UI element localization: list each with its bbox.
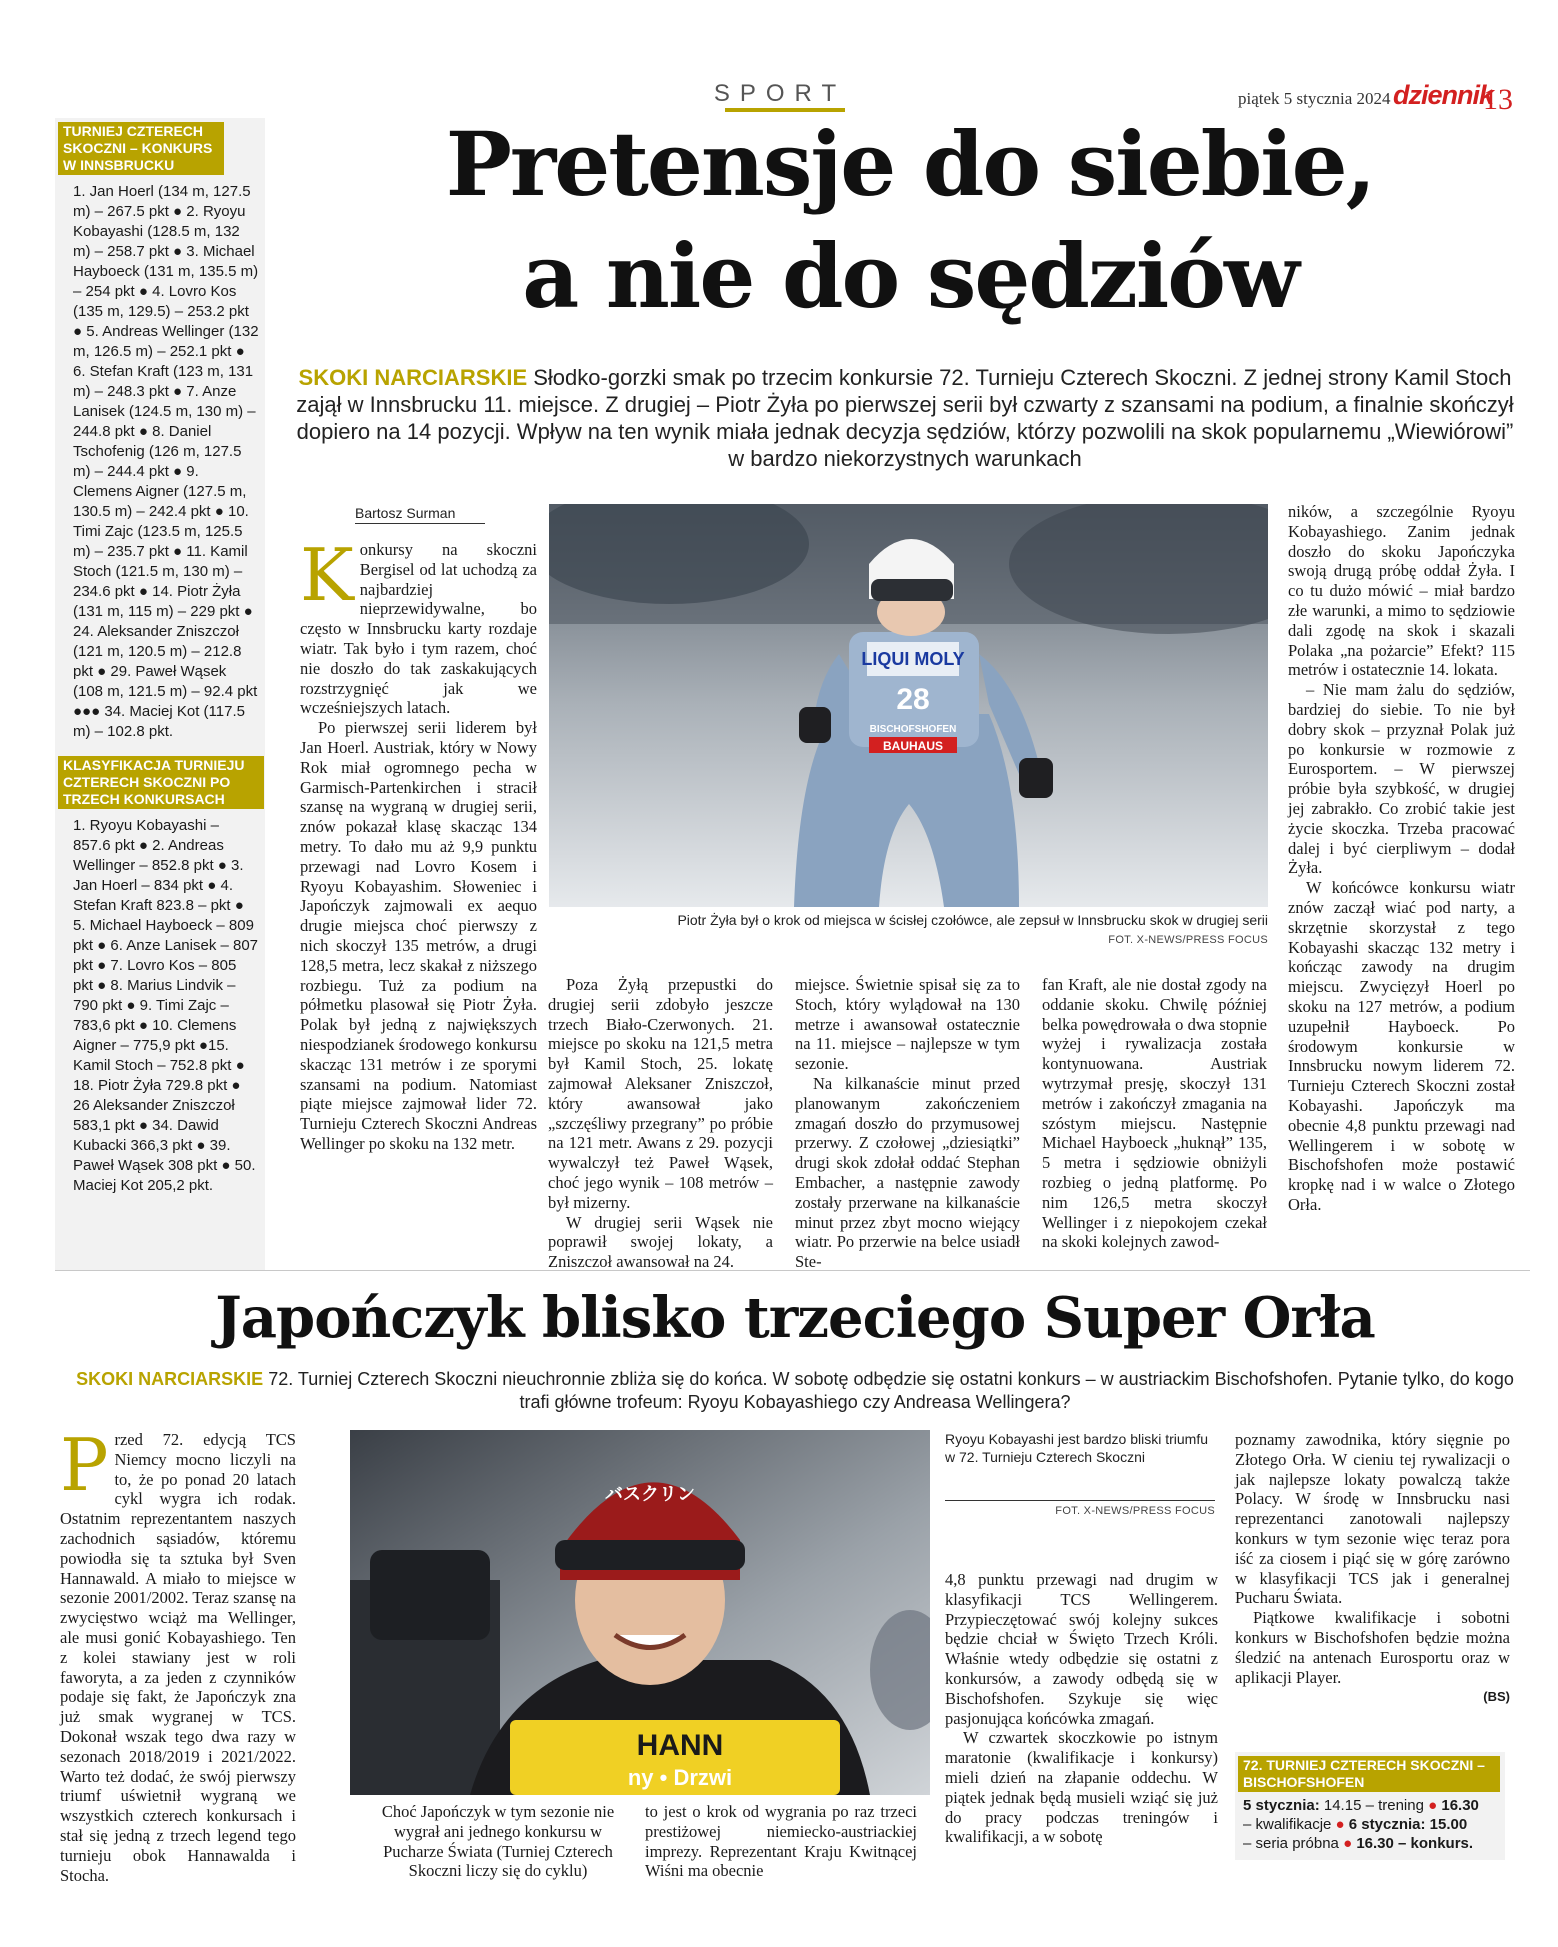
photo-ryoyu-kobayashi [350, 1430, 930, 1795]
headline-main [300, 108, 1520, 332]
schedule-title: 72. TURNIEJ CZTERECH SKOCZNI – BISCHOFSHOFEN [1238, 1756, 1500, 1792]
dropcap-2: P [60, 1423, 109, 1507]
newspaper-logo: dziennik [1393, 80, 1494, 110]
helmet-text: バスクリン [605, 1484, 695, 1505]
bullet-icon: ● [1428, 1797, 1438, 1814]
lead-text-2: 72. Turniej Czterech Skoczni nieuchronnie zbliża się do końca. W sobotę odbędzie się ostatni konkurs – w austriackim Bischofshofen. Pytanie tylko, do kogo trafi główne trofeum: Ryoyu Kobayashiego czy Andreasa Wellingera? [268, 1369, 1514, 1412]
photo-credit: FOT. X-NEWS/PRESS FOCUS [1108, 934, 1268, 946]
section-label: SPORT [713, 80, 847, 107]
sidebar-box1-text: 1. Jan Hoerl (134 m, 127.5 m) – 267.5 pkt ● 2. Ryoyu Kobayashi (128.5 m, 132 m) – 258.7 pkt ● 3. Michael Hayboeck (131 m, 135.5 m) – 254 pkt ● 4. Lovro Kos (135 m, 129.5) – 253.2 pkt ● 5. Andreas Wellinger (132 m, 126.5 m) – 252.1 pkt ● 6. Stefan Kraft (123 m, 131 m) – 248.3 pkt ● 7. Anze Lanisek (124.5 m, 130 m) – 244.8 pkt ● 8. Daniel Tschofenig (126 m, 127.5 m) – 244.4 pkt ● 9. Clemens Aigner (127.5 m, 130.5 m) – 242.4 pkt ● 10. Timi Zajc (123.5 m, 125.5 m) – 235.7 pkt ● 11. Kamil Stoch (121.5 m, 130 m) – 234.6 pkt ● 14. Piotr Żyła (131 m, 115 m) – 229 pkt ● 24. Aleksander Zniszczoł (121 m, 120.5 m) – 212.8 pkt ● 29. Paweł Wąsek (108 m, 121.5 m) – 92.4 pkt ●●● 34. Maciej Kot (117.5 m) – 102.8 pkt. [73, 183, 259, 740]
article2-column-4 [1235, 1430, 1510, 1707]
paragraph: miejsce. Świetnie spisał się za to Stoch, który wylądował na 130 metrze i awansował ostatecznie na 11. miejsce – najlepsze w tym sezonie. [795, 975, 1020, 1074]
signature: (BS) [1483, 1689, 1510, 1705]
lead-paragraph-2 [60, 1368, 1530, 1414]
schedule-item: 14.15 – trening [1323, 1797, 1424, 1814]
sidebar-box2-title: KLASYFIKACJA TURNIEJU CZTERECH SKOCZNI PO TRZECH KONKURSACH [58, 756, 264, 809]
photo-credit-2: FOT. X-NEWS/PRESS FOCUS [945, 1500, 1215, 1517]
section-divider [55, 1270, 1530, 1271]
article1-column-1 [300, 533, 537, 1154]
headline-line-1: Pretensje do siebie, [445, 112, 1375, 216]
paragraph: fan Kraft, ale nie dostał zgody na oddanie skoku. Chwilę później belka powędrowała o dwa stopnie wyżej i rywalizacja została kontynuowana. Austriak wytrzymał presję, skoczył 131 metrów i zakończył zmagania na szóstym miejscu. Następnie Michael Hayboeck „huknął” 135, 5 metra i sędziowie obniżyli rozbieg o jedną platformę. Po nim 126,5 metra skoczył Wellinger i z niepokojem czekał na skoki kolejnych zawod- [1042, 975, 1267, 1252]
schedule-item: – kwalifikacje [1243, 1816, 1332, 1833]
photo-piotr-zyla [549, 504, 1268, 907]
photo-caption-2: Ryoyu Kobayashi jest bardzo bliski triumfu w 72. Turnieju Czterech Skoczni [945, 1431, 1209, 1465]
paragraph: Po pierwszej serii liderem był Jan Hoerl. Austriak, który w Nowy Rok miał ogromnego pecha w Garmisch-Partenkirchen i stracił szansę na wygraną w drugiej serii, znów pokazał klasę skacząc 134 metry. To dało mu aż 9,9 punktu przewagi nad Lovro Kosem i Ryoyu Kobayashim. Słoweniec i Japończyk zajmowali ex aequo drugie miejsca choć pierwszy z nich skoczył 135 metrów, a drugi 128,5 metra, lecz skakał z niższego rozbiegu. Tuż za podium na półmetku plasował się Piotr Żyła. Polak był jedną z największych niespodzianek środowego konkursu skacząc 131 metrów i ze sporymi szansami na podium. Natomiast piąte miejsce zajmował lider 72. Turnieju Czterech Skoczni Andreas Wellinger po skoku na 132 metr. [300, 718, 537, 1153]
schedule-date-2: 6 stycznia: [1348, 1816, 1426, 1833]
ski-jumper-portrait-photo [350, 1430, 930, 1795]
lead-text: Słodko-gorzki smak po trzecim konkursie 72. Turnieju Czterech Skoczni. Z jednej strony Kamil Stoch zajął w Innsbrucku 11. miejsce. Z drugiej – Piotr Żyła po pierwszej serii był czwarty z szansami na podium, a finalnie skończył dopiero na 14 pozycji. Wpływ na ten wynik miała jednak decyzja sędziów, którzy pozwolili na skok popularnemu „Wiewiórowi” w bardzo niekorzystnych warunkach [296, 365, 1514, 471]
article1-column-4 [1042, 975, 1267, 1252]
results-sidebar [55, 118, 265, 1270]
article2-column-1 [60, 1423, 296, 1885]
schedule-time: 16.30 [1441, 1797, 1479, 1814]
bib-place: BISCHOFSHOFEN [869, 724, 957, 735]
paragraph: Poza Żyłą przepustki do drugiej serii zdobyło jeszcze trzech Biało-Czerwonych. 21. miejsce po skoku na 121,5 metra był Kamil Stoch, 25. lokatę zajmował Aleksaner Zniszczoł, który awansował jako „szczęśliwy przegrany” po próbie na 121 metr. Awans z 29. pozycji wywalczył też Paweł Wąsek, choć jego wynik – 108 metrów – był mizerny. [548, 975, 773, 1212]
schedule-item: – seria próbna [1243, 1835, 1339, 1852]
paragraph: rzed 72. edycją TCS Niemcy mocno liczyli na to, że po ponad 20 latach cykl wygra ich rodak. Ostatnim reprezentantem naszych zachodnich sąsiadów, któremu powiodła się ta sztuka był Sven Hannawald. A miało to miejsce w sezonie 2001/2002. Teraz szansę na zwycięstwo wciąż ma Wellinger, ale musi gonić Kobayashiego. Ten z kolei stawiany jest w roli faworyta, a za jeden z czynników podaje się fakt, że Japończyk zna już smak wygranej w TCS. Dokonał wszak tego dwa razy w sezonach 2018/2019 i 2021/2022. Warto też dodać, że swój pierwszy triumf uświetnił wygraną we wszystkich czterech konkursach i stał się jedną z trzech legend tego turnieju obok Hannawalda i Stocha. [60, 1430, 296, 1885]
schedule-text [1235, 1792, 1505, 1857]
bib-sponsor-2: BAUHAUS [883, 739, 943, 753]
photo-caption: Piotr Żyła był o krok od miejsca w ścisłej czołówce, ale zepsuł w Innsbrucku skok w drugiej serii [677, 912, 1268, 928]
bib-number: 28 [896, 683, 930, 716]
paragraph: – Nie mam żalu do sędziów, bardziej do siebie. To nie był dobry skok – przyznał Polak już po konkursie w rozmowie z Eurosportem. – W pierwszej próbie była szybkość, w drugiej jej zabrakło. Co zrobić takie jest życie skoczka. Trzeba pracować dalej i być cierpliwym – dodał Żyła. [1288, 680, 1515, 878]
schedule-box [1235, 1752, 1505, 1860]
lead-tag: SKOKI NARCIARSKIE [298, 365, 528, 390]
schedule-date-1: 5 stycznia: [1243, 1797, 1320, 1814]
lead-tag-2: SKOKI NARCIARSKIE [76, 1369, 264, 1389]
lead-paragraph [290, 364, 1520, 472]
publication-date: piątek 5 stycznia 2024 [1238, 89, 1391, 108]
sidebar-box2-text: 1. Ryoyu Kobayashi – 857.6 pkt ● 2. Andreas Wellinger – 852.8 pkt ● 3. Jan Hoerl – 834 pkt ● 4. Stefan Kraft 823.8 – pkt ● 5. Michael Hayboeck – 809 pkt ● 6. Anze Lanisek – 807 pkt ● 7. Lovro Kos – 805 pkt ● 8. Marius Lindvik – 790 pkt ● 9. Timi Zajc – 783,6 pkt ● 10. Clemens Aigner – 775,9 pkt ●15. Kamil Stoch – 752.8 pkt ● 18. Piotr Żyła 729.8 pkt ● 26 Aleksander Zniszczoł 583,1 pkt ● 34. Dawid Kubacki 366,3 pkt ● 39. Paweł Wąsek 308 pkt ● 50. Maciej Kot 205,2 pkt. [73, 817, 259, 1194]
bib-text-2: ny • Drzwi [627, 1765, 733, 1790]
byline: Bartosz Surman [355, 505, 485, 524]
article1-column-2 [548, 975, 773, 1272]
paragraph: Piątkowe kwalifikacje i sobotni konkurs w Bischofshofen będzie można śledzić na antenach Eurosportu oraz w aplikacji Player. [1235, 1608, 1510, 1687]
headline-line-2: a nie do sędziów [522, 224, 1298, 328]
ski-jumper-photo [549, 504, 1268, 907]
paragraph: Na kilkanaście minut przed planowanym zakończeniem zmagań doszło do przymusowej przerwy. Z czołowej „dziesiątki” drugi skok zdołał oddać Stephan Embacher, a następnie zawody zostały przerwane na kilkanaście minut przez zbyt mocno wiejący wiatr. Po przerwie na belce usiadł Ste- [795, 1073, 1020, 1272]
sidebar-box1-title: TURNIEJ CZTERECH SKOCZNI – KONKURS W INNSBRUCKU [58, 122, 224, 175]
bib-sponsor: LIQUI MOLY [861, 649, 965, 669]
paragraph: W czwartek skoczkowie po istnym maratonie (kwalifikacje i konkursy) mieli dzień na złapanie oddechu. W piątek jednak będą musieli wziąć się już do pracy podczas treningów i kwalifikacji, a w sobotę [945, 1728, 1218, 1847]
bib-text: HANN [636, 1729, 724, 1762]
dropcap: K [300, 533, 354, 617]
article2-below-photo-1 [368, 1802, 628, 1881]
paragraph: onkursy na skoczni Bergisel od lat uchodzą za najbardziej nieprzewidywalne, bo często w Innsbrucku karty rozdaje wiatr. Tak było i tym razem, choć nie doszło do tak zaskakujących rozstrzygnięć jak we wcześniejszych latach. [300, 540, 537, 718]
schedule-time: 16.30 – konkurs. [1356, 1835, 1474, 1852]
bullet-icon: ● [1343, 1835, 1353, 1852]
article2-below-photo-2 [645, 1802, 917, 1881]
paragraph: Choć Japończyk w tym sezonie nie wygrał ani jednego konkursu w Pucharze Świata (Turniej Czterech Skoczni liczy się do cyklu) [381, 1802, 615, 1881]
paragraph: poznamy zawodnika, który sięgnie po Złotego Orła. W cieniu tej rywalizacji o jak najlepsze lokaty powalczą także Polacy. W środę w Innsbrucku nasi reprezentanci zanotowali najlepszy konkurs w tym sezonie więc teraz pora iść za ciosem i piąć się w górę zarówno w klasyfikacji TCS jak i generalnej Pucharu Świata. [1235, 1430, 1510, 1608]
schedule-time: 15.00 [1429, 1816, 1468, 1833]
bullet-icon: ● [1335, 1816, 1345, 1833]
headline-secondary: Japończyk blisko trzeciego Super Orła [215, 1285, 1375, 1351]
article1-column-5 [1288, 502, 1515, 1215]
paragraph: W końcówce konkursu wiatr znów zaczął wiać pod narty, a skrzętnie skorzystał z tego Kobayashi skacząc 132 metry i kończąc zawody na drugim miejscu. Zwycięzył Hoerl po skoku na 127 metrów, a podium uzupełnił Hayboeck. Po środowym konkursie w Innsbrucku nowym liderem 72. Turnieju Czterech Skoczni został Kobayashi. Japończyk ma obecnie 4,8 punktu przewagi nad Wellingerem i w sobotę w Bischofshofen może postawić kropkę nad i w walce o Złotego Orła. [1288, 878, 1515, 1214]
paragraph: to jest o krok od wygrania po raz trzeci prestiżowej niemiecko-austriackiej imprezy. Reprezentant Kraju Kwitnącej Wiśni ma obecnie [645, 1802, 917, 1881]
article2-column-3 [945, 1570, 1218, 1847]
paragraph: ników, a szczególnie Ryoyu Kobayashiego. Zanim jednak doszło do skoku Japończyka swoją drugą próbę oddał Żyła. I co tu dużo mówić – miał bardzo złe warunki, a mimo to sędziowie dali zgodę na skok i skazali Polaka „na pożarcie” Efekt? 115 metrów i ostatecznie 14. lokata. [1288, 502, 1515, 680]
page-number: 13 [1483, 83, 1513, 116]
paragraph: W drugiej serii Wąsek nie poprawił swojej lokaty, a Zniszczoł awansował na 24. [548, 1212, 773, 1272]
paragraph: 4,8 punktu przewagi nad drugim w klasyfikacji TCS Wellingerem. Przypieczętować swój kolejny sukces będzie chciał w Święto Trzech Króli. Właśnie wtedy odbędzie się ostatni z konkursów, a zawody odbędą się w Bischofshofen. Szykuje się więc pasjonująca końcówka zmagań. [945, 1570, 1218, 1728]
article1-column-3 [795, 975, 1020, 1272]
